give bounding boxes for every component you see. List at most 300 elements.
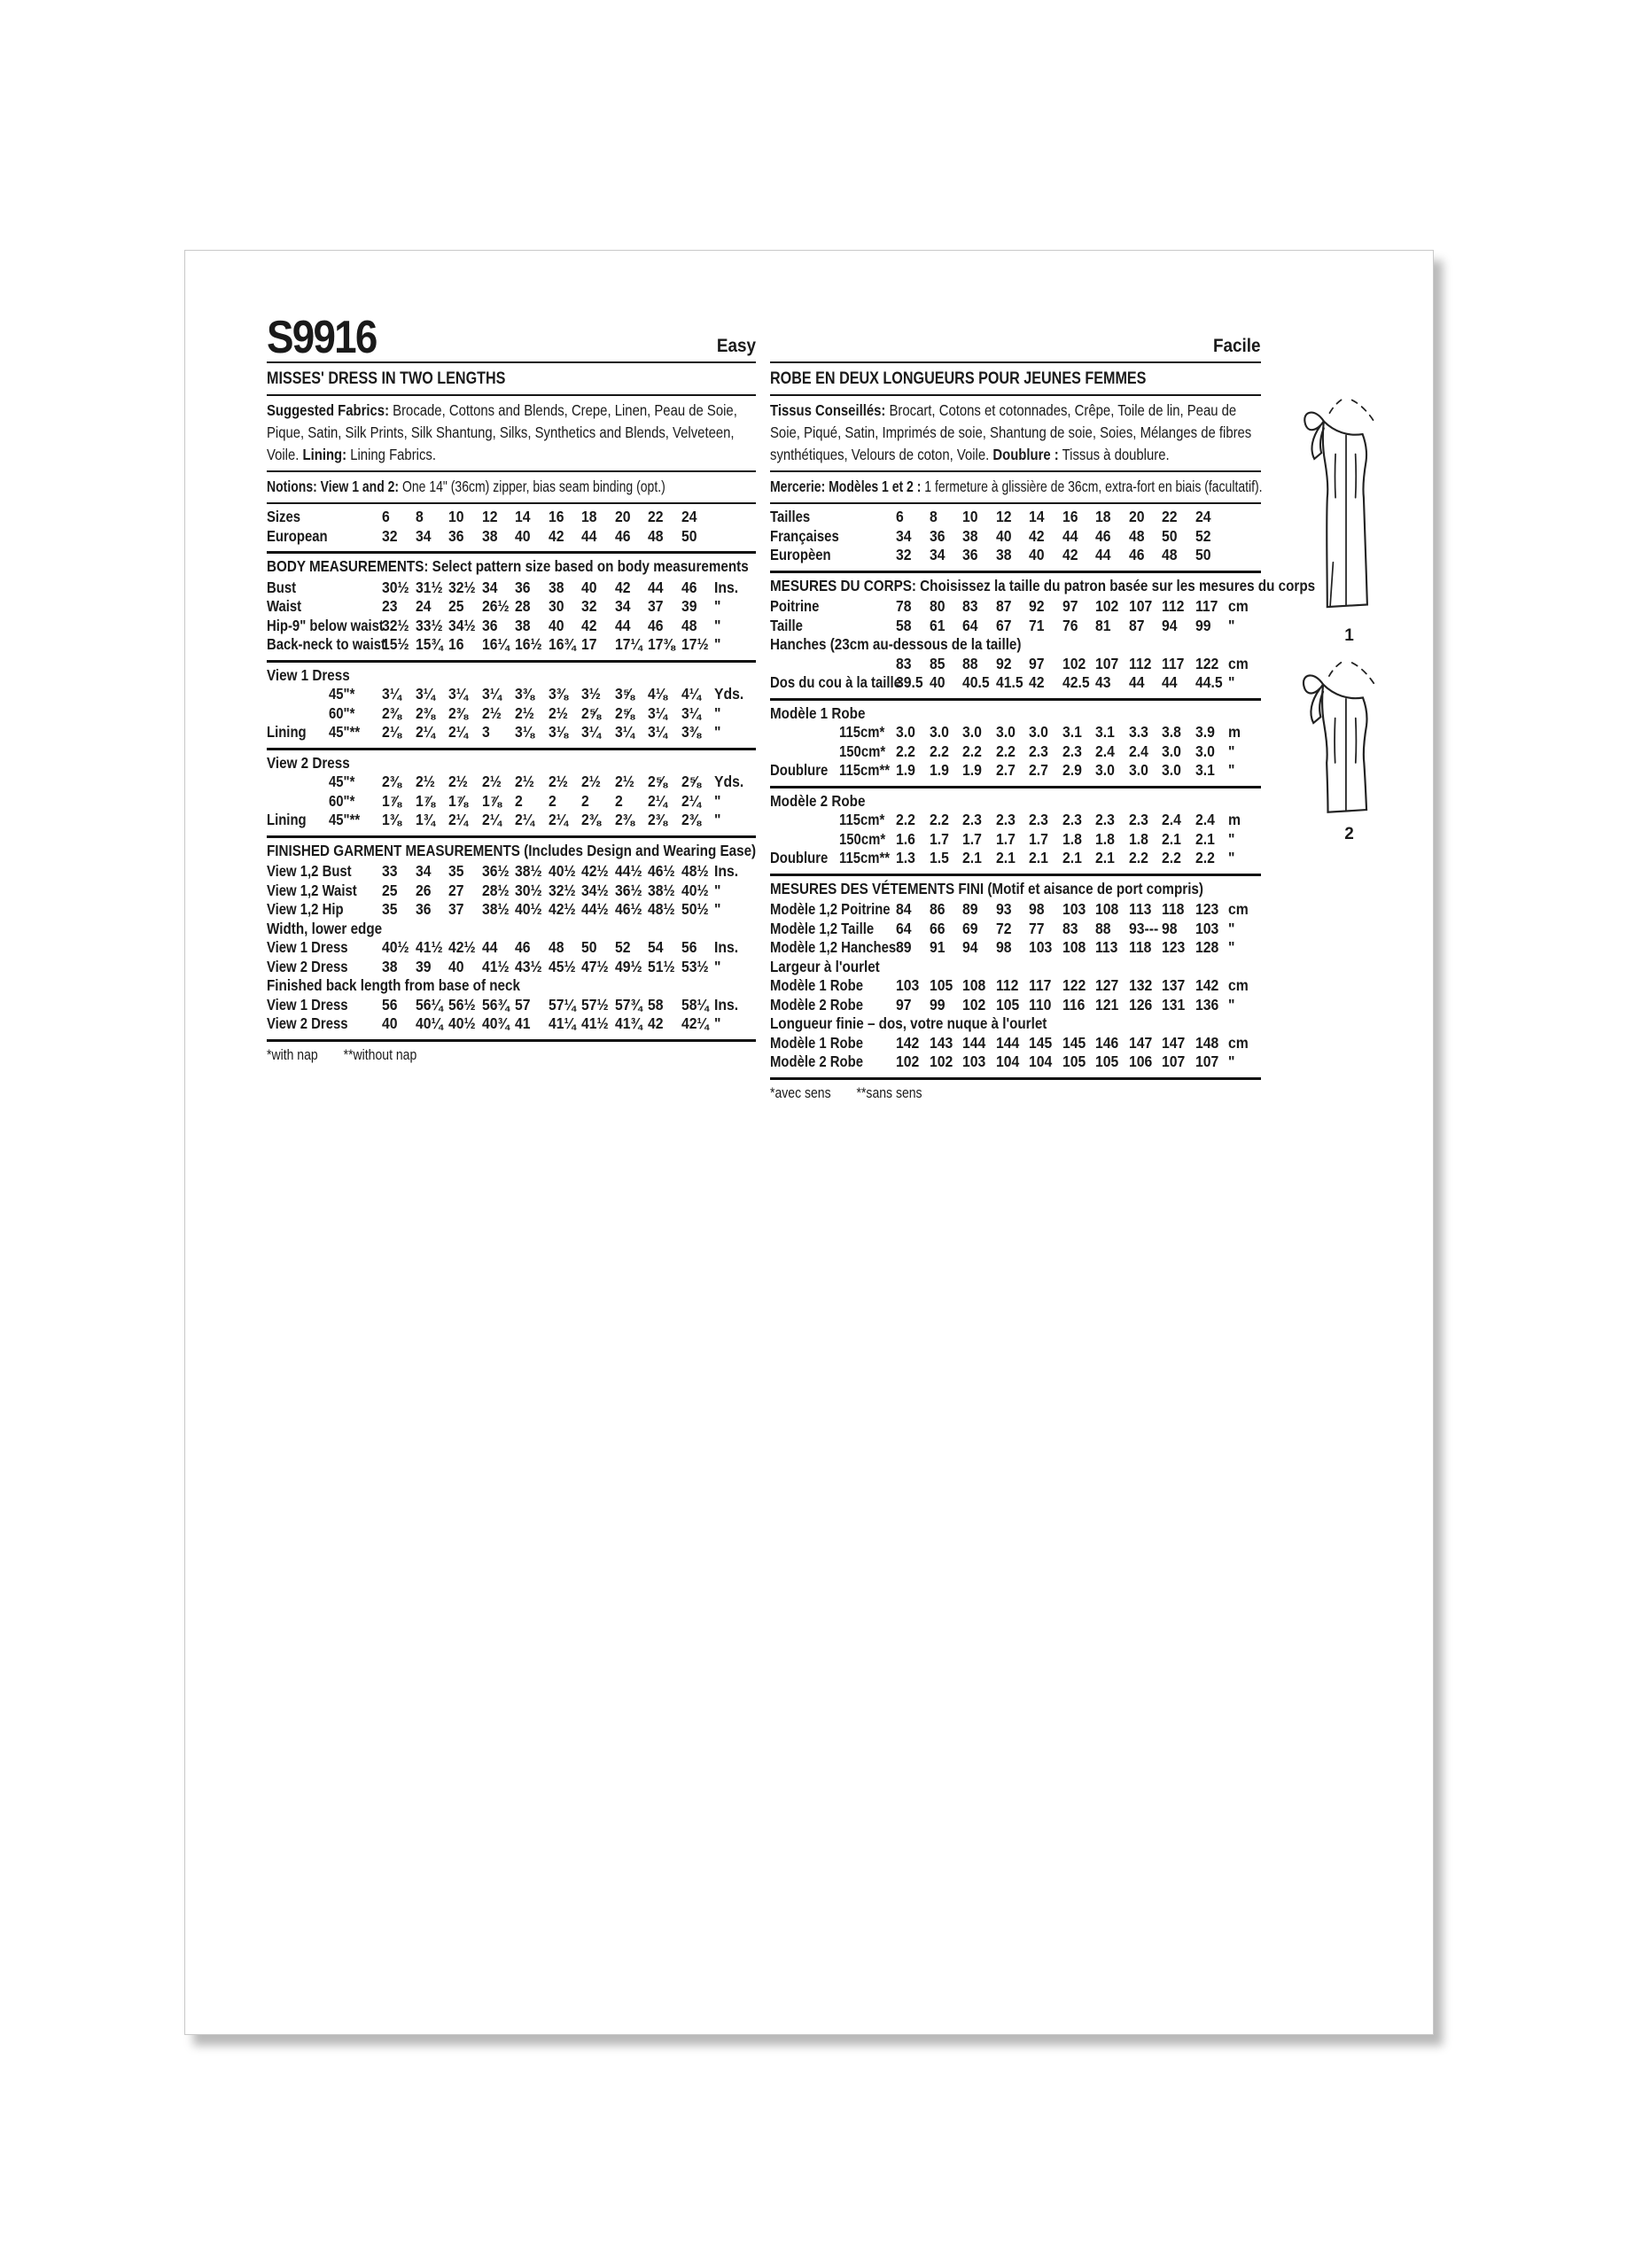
cell-value: 58	[896, 616, 912, 634]
cell-value: 23	[382, 597, 398, 615]
paragraph-text: Brocart, Cotons et cotonnades, Crêpe, Toile de lin, Peau de Soie, Piqué, Satin, Imprimés de soie, Shantung de soie, Soies, Mélanges de fibres synthétiques, Velours de coton, Voile.	[770, 401, 1252, 463]
cell-value: 38	[515, 616, 531, 634]
tissus-conseilles-text	[770, 400, 1263, 466]
table-row	[770, 546, 1261, 565]
row-label	[770, 742, 829, 762]
cell-value: 1¾	[415, 811, 435, 828]
body-measurements-table-fr	[770, 597, 1261, 693]
table-subheading: Width, lower edge	[267, 919, 383, 937]
finished-measurements-table-en	[267, 862, 756, 1034]
cell-value: 118	[1128, 938, 1151, 956]
row-label: View 1,2 Hip	[267, 900, 344, 918]
cell-value: 123	[1195, 900, 1218, 918]
cell-value: 53½	[681, 957, 709, 975]
cell-value: 2⅜	[382, 703, 401, 722]
divider	[267, 748, 756, 750]
cell-value: 1.9	[962, 761, 982, 779]
cell-value: 3¼	[681, 703, 701, 722]
cell-value: 122	[1195, 654, 1218, 672]
cell-value: 32	[581, 597, 597, 615]
cell-value: 44	[1095, 546, 1111, 563]
cell-value: 132	[1128, 976, 1152, 994]
cell-value: 103	[1062, 900, 1086, 918]
cell-value: 2.1	[1062, 849, 1082, 866]
cell-value: 81	[1095, 616, 1111, 634]
cell-value: 3½	[581, 685, 601, 703]
cell-value: 2.3	[962, 811, 982, 828]
cell-value: 40½	[448, 1014, 476, 1032]
cell-value: 117	[1195, 597, 1218, 615]
cell-value: 112	[995, 976, 1018, 994]
figure-column	[1280, 384, 1418, 844]
table-row	[267, 704, 756, 724]
cell-value: 2⅜	[382, 773, 401, 790]
cell-value: 22	[648, 508, 664, 525]
cell-value: 83	[962, 597, 978, 615]
cell-value: 3¼	[614, 723, 634, 741]
cell-value: 18	[1095, 508, 1111, 525]
cell-value: 35	[448, 862, 464, 880]
cell-value: 107	[1128, 597, 1152, 615]
table-row	[770, 742, 1261, 762]
cell-value: 40	[515, 526, 531, 545]
unit-label	[714, 508, 751, 527]
cell-value: 3¼	[581, 723, 601, 741]
row-sublabel: 115cm*	[839, 723, 885, 741]
dress-view1-line-art-icon	[1283, 384, 1416, 625]
footnote-fr	[770, 1084, 1187, 1103]
footnote-en	[267, 1045, 682, 1065]
cell-value: 108	[1062, 938, 1086, 956]
cell-value: 35	[382, 900, 398, 918]
cell-value: 15¾	[415, 635, 443, 653]
cell-value: 42½	[548, 900, 576, 918]
cell-value: 105	[995, 995, 1019, 1014]
cell-value: 121	[1095, 995, 1119, 1014]
cell-value: 44	[1062, 526, 1078, 545]
table-subheading: Modèle 2 Robe	[770, 791, 866, 810]
cell-value: 25	[448, 597, 464, 615]
cell-value: 40½	[382, 938, 409, 956]
table-row	[770, 938, 1261, 958]
cell-value: 39.5	[896, 673, 923, 691]
row-label: View 1,2 Waist	[267, 881, 357, 899]
cell-value: 40.5	[962, 673, 990, 691]
cell-value: 17½	[681, 635, 709, 653]
unit-label: "	[714, 900, 721, 918]
cell-value: 40	[448, 957, 464, 975]
table-subheading: Finished back length from base of neck	[267, 976, 520, 994]
cell-value: 32	[896, 546, 912, 563]
cell-value: 145	[1029, 1033, 1053, 1052]
cell-value: 41½	[415, 938, 443, 956]
cell-value: 2.4	[1095, 742, 1115, 760]
cell-value: 112	[1162, 597, 1185, 615]
difficulty-label-en: Easy	[716, 336, 756, 356]
cell-value: 127	[1095, 976, 1119, 994]
cell-value: 48	[1162, 546, 1178, 563]
cell-value: 108	[1095, 900, 1119, 918]
lead-in-bold: Notions: View 1 and 2:	[267, 478, 400, 495]
divider	[267, 394, 756, 396]
cell-value: 17	[581, 635, 597, 653]
cell-value: 46	[1128, 546, 1145, 563]
cell-value: 48½	[648, 900, 675, 918]
cell-value: 50	[1162, 526, 1178, 545]
unit-label: cm	[1228, 597, 1249, 615]
row-label: Modèle 1,2 Poitrine	[770, 900, 891, 918]
cell-value: 1.7	[962, 829, 982, 848]
cell-value: 52	[614, 938, 631, 956]
cell-value: 36½	[481, 862, 510, 880]
cell-value: 40	[581, 578, 597, 596]
cell-value: 2½	[415, 773, 435, 790]
unit-label: m	[1228, 723, 1241, 741]
cell-value: 1.3	[896, 849, 915, 866]
row-sublabel: 60"*	[329, 791, 355, 810]
unit-label: "	[714, 1014, 721, 1032]
row-label	[770, 723, 829, 742]
cell-value: 2.2	[929, 811, 949, 828]
divider	[770, 786, 1261, 788]
cell-value: 3.1	[1095, 723, 1115, 741]
english-column	[267, 313, 756, 1065]
cell-value: 107	[1195, 1052, 1218, 1070]
figure-2-label: 2	[1344, 825, 1354, 843]
cell-value: 38	[962, 526, 978, 545]
cell-value: 41¼	[548, 1014, 576, 1032]
garment-title-en: MISSES' DRESS IN TWO LENGTHS	[267, 369, 506, 388]
table-subheading: View 1 Dress	[267, 665, 350, 684]
cell-value: 40	[382, 1014, 398, 1032]
mercerie-text	[770, 476, 1265, 498]
cell-value: 38	[995, 546, 1012, 563]
cell-value: 16	[1062, 508, 1078, 525]
table-row	[267, 508, 756, 527]
row-sublabel: 45"**	[329, 811, 361, 828]
cell-value: 2	[548, 791, 556, 810]
cell-value: 3.0	[1162, 761, 1181, 779]
cell-value: 3⅜	[548, 685, 568, 703]
unit-label: "	[1228, 761, 1235, 779]
cell-value: 103	[962, 1052, 986, 1070]
cell-value: 117	[1029, 976, 1052, 994]
cell-value: 105	[929, 976, 953, 994]
cell-value: 27	[448, 881, 464, 899]
table-row	[770, 920, 1261, 939]
cell-value: 20	[1128, 508, 1145, 525]
row-sublabel	[839, 1052, 887, 1072]
cell-value: 2¼	[448, 723, 468, 741]
row-label	[770, 830, 829, 850]
row-label: Doublure	[770, 761, 829, 779]
cell-value: 2.3	[1062, 742, 1082, 760]
cell-value: 87	[995, 597, 1012, 615]
cell-value: 3⅛	[548, 723, 568, 741]
lead-in-bold: Tissus Conseillés:	[770, 401, 886, 419]
cell-value: 42¼	[681, 1014, 709, 1032]
cell-value: 3.0	[1029, 723, 1048, 741]
cell-value: 56¼	[415, 995, 443, 1014]
cell-value: 8	[415, 508, 424, 525]
cell-value: 69	[962, 919, 978, 937]
cell-value: 2.9	[1062, 761, 1082, 779]
cell-value: 48	[681, 616, 697, 634]
cell-value: 51½	[648, 957, 675, 975]
cell-value: 44	[481, 938, 498, 956]
row-sublabel	[329, 996, 374, 1015]
cell-value: 40	[995, 526, 1012, 545]
cell-value: 105	[1095, 1052, 1119, 1070]
row-sublabel	[329, 617, 374, 636]
cell-value: 2½	[614, 773, 634, 790]
unit-label	[1228, 508, 1257, 527]
cell-value: 89	[896, 938, 912, 956]
row-label: Taille	[770, 616, 803, 634]
cell-value: 44	[1162, 673, 1178, 691]
divider	[770, 502, 1261, 504]
unit-label: "	[714, 635, 721, 653]
table-row	[267, 862, 756, 882]
cell-value: 2⅛	[382, 723, 401, 741]
row-sublabel	[329, 958, 374, 977]
cell-value: 42	[614, 578, 631, 596]
cell-value: 3.1	[1195, 761, 1215, 779]
cell-value: 2.1	[1195, 829, 1215, 848]
cell-value: 108	[962, 976, 986, 994]
cell-value: 1⅞	[448, 791, 468, 810]
cell-value: 22	[1162, 508, 1178, 525]
unit-label: "	[714, 957, 721, 975]
cell-value: 2.3	[1095, 811, 1115, 828]
row-sublabel	[329, 597, 374, 617]
cell-value: 97	[1062, 597, 1078, 615]
row-label: Dos du cou à la taille	[770, 673, 901, 691]
cell-value: 3.0	[896, 723, 915, 741]
cell-value: 4⅛	[648, 685, 667, 703]
cell-value: 1.5	[929, 849, 949, 866]
row-label	[770, 811, 829, 830]
cell-value: 2½	[548, 773, 568, 790]
cell-value: 34½	[581, 881, 609, 899]
cell-value: 137	[1162, 976, 1186, 994]
row-sublabel	[839, 546, 887, 565]
cell-value: 41.5	[995, 673, 1023, 691]
cell-value: 2⅜	[614, 811, 634, 828]
row-sublabel	[329, 579, 374, 598]
view1-yardage-table	[267, 666, 756, 742]
cell-value: 110	[1029, 995, 1052, 1014]
cell-value: 77	[1029, 919, 1045, 937]
cell-value: 104	[995, 1052, 1019, 1070]
cell-value: 98	[1029, 900, 1045, 918]
row-label: Modèle 1,2 Hanches	[770, 938, 897, 956]
cell-value: 103	[1195, 919, 1218, 937]
suggested-fabrics-text	[267, 400, 758, 466]
cell-value: 2⅜	[681, 811, 701, 828]
unit-label: "	[1228, 673, 1235, 691]
cell-value: 66	[929, 919, 946, 937]
body-measurements-heading-en: BODY MEASUREMENTS: Select pattern size based on body measurements	[267, 557, 749, 575]
table-row	[770, 761, 1261, 781]
cell-value: 20	[614, 508, 631, 525]
row-label	[267, 792, 320, 812]
cell-value: 2	[614, 791, 623, 810]
unit-label: "	[714, 811, 721, 828]
row-sublabel: 60"*	[329, 703, 355, 722]
cell-value: 12	[995, 508, 1012, 525]
cell-value: 3¼	[382, 685, 401, 703]
cell-value: 25	[382, 881, 398, 899]
footnote-avec-sens: *avec sens	[770, 1084, 831, 1101]
cell-value: 6	[896, 508, 904, 525]
cell-value: 42	[1029, 673, 1045, 691]
cell-value: 6	[382, 508, 390, 525]
cell-value: 48	[648, 526, 664, 545]
cell-value: 14	[1029, 508, 1045, 525]
cell-value: 102	[962, 995, 986, 1014]
cell-value: 41¾	[614, 1014, 642, 1032]
row-label: Lining	[267, 811, 307, 828]
unit-label: "	[1228, 849, 1235, 866]
cell-value: 117	[1162, 654, 1185, 672]
cell-value: 50½	[681, 900, 709, 918]
row-label: View 2 Dress	[267, 1014, 348, 1032]
unit-label: "	[714, 723, 721, 741]
cell-value: 144	[995, 1033, 1019, 1052]
cell-value: 56¾	[481, 995, 510, 1014]
cell-value: 2.2	[1128, 849, 1148, 866]
cell-value: 126	[1128, 995, 1152, 1014]
cell-value: 26	[415, 881, 432, 899]
row-sublabel	[839, 655, 887, 674]
cell-value: 3⅜	[681, 723, 701, 741]
cell-value: 2¼	[415, 723, 435, 741]
cell-value: 42	[1062, 546, 1078, 563]
divider	[267, 660, 756, 663]
cell-value: 2¼	[681, 791, 701, 810]
table-row	[770, 1052, 1261, 1072]
cell-value: 83	[896, 654, 912, 672]
cell-value: 2.4	[1128, 742, 1148, 760]
row-label: View 2 Dress	[267, 957, 348, 975]
cell-value: 39	[415, 957, 432, 975]
cell-value: 2¼	[448, 811, 468, 828]
unit-label: "	[714, 703, 721, 722]
cell-value: 105	[1062, 1052, 1086, 1070]
cell-value: 45½	[548, 957, 576, 975]
cell-value: 2.1	[1095, 849, 1115, 866]
cell-value: 2½	[448, 773, 468, 790]
cell-value: 2⅝	[614, 703, 634, 722]
cell-value: 64	[896, 919, 912, 937]
cell-value: 3.0	[1128, 761, 1148, 779]
cell-value: 2.1	[962, 849, 982, 866]
table-subheading: Largeur à l'ourlet	[770, 957, 880, 975]
cell-value: 2¼	[648, 791, 667, 810]
cell-value: 1.9	[896, 761, 915, 779]
unit-label: Ins.	[714, 938, 739, 956]
divider	[770, 361, 1261, 363]
table-row	[267, 635, 756, 655]
cell-value: 107	[1162, 1052, 1186, 1070]
cell-value: 2.4	[1162, 811, 1181, 828]
cell-value: 17⅜	[648, 635, 675, 653]
cell-value: 92	[1029, 597, 1045, 615]
row-sublabel	[839, 1034, 887, 1053]
cell-value: 50	[1195, 546, 1211, 563]
cell-value: 42½	[581, 862, 609, 880]
row-label: Bust	[267, 578, 297, 596]
cell-value: 84	[896, 900, 912, 918]
row-sublabel: 150cm*	[839, 742, 886, 760]
cell-value: 28½	[481, 881, 510, 899]
unit-label: Yds.	[714, 685, 744, 703]
row-label: European	[267, 526, 328, 545]
cell-value: 107	[1095, 654, 1119, 672]
divider	[770, 394, 1261, 396]
cell-value: 88	[962, 654, 978, 672]
cell-value: 57½	[581, 995, 609, 1014]
cell-value: 102	[1095, 597, 1119, 615]
cell-value: 1⅞	[382, 791, 401, 810]
lead-in-bold: Mercerie: Modèles 1 et 2 :	[770, 478, 922, 495]
cell-value: 42	[1029, 526, 1045, 545]
view2-yardage-table	[267, 754, 756, 830]
cell-value: 2.7	[1029, 761, 1048, 779]
cell-value: 3.0	[962, 723, 982, 741]
cell-value: 2.1	[1029, 849, 1048, 866]
cell-value: 3.0	[1095, 761, 1115, 779]
cell-value: 46	[614, 526, 631, 545]
cell-value: 2⅜	[581, 811, 601, 828]
cell-value: 116	[1062, 995, 1085, 1014]
cell-value: 16¾	[548, 635, 576, 653]
cell-value: 17¼	[614, 635, 642, 653]
unit-label: "	[714, 881, 721, 899]
cell-value: 41	[515, 1014, 531, 1032]
cell-value: 46½	[648, 862, 675, 880]
cell-value: 78	[896, 597, 912, 615]
row-label: View 1,2 Bust	[267, 862, 352, 880]
cell-value: 3.0	[995, 723, 1016, 741]
paragraph-text: Brocade, Cottons and Blends, Crepe, Linen, Peau de Soie, Pique, Satin, Silk Prints, Silk Shantung, Silks, Synthetics and Blends, Velveteen, Voile.	[267, 401, 737, 463]
table-row	[267, 723, 756, 742]
cell-value: 36	[929, 526, 946, 545]
difficulty-label-fr: Facile	[1213, 336, 1261, 356]
unit-label: Ins.	[714, 862, 739, 880]
table-row	[770, 900, 1261, 920]
unit-label: cm	[1228, 1033, 1249, 1052]
cell-value: 58	[648, 995, 664, 1014]
row-sublabel	[839, 920, 887, 939]
table-row	[267, 617, 756, 636]
cell-value: 40	[929, 673, 946, 691]
row-label: Europèen	[770, 546, 831, 563]
cell-value: 12	[481, 508, 498, 525]
table-row	[770, 597, 1261, 617]
cell-value: 61	[929, 616, 946, 634]
cell-value: 2.3	[1029, 742, 1048, 760]
cell-value: 112	[1128, 654, 1151, 672]
unit-label: cm	[1228, 900, 1249, 918]
cell-value: 34	[929, 546, 946, 563]
row-sublabel	[839, 900, 887, 920]
divider	[770, 1077, 1261, 1080]
cell-value: 37	[448, 900, 464, 918]
cell-value: 2½	[548, 703, 568, 722]
cell-value: 38	[382, 957, 398, 975]
